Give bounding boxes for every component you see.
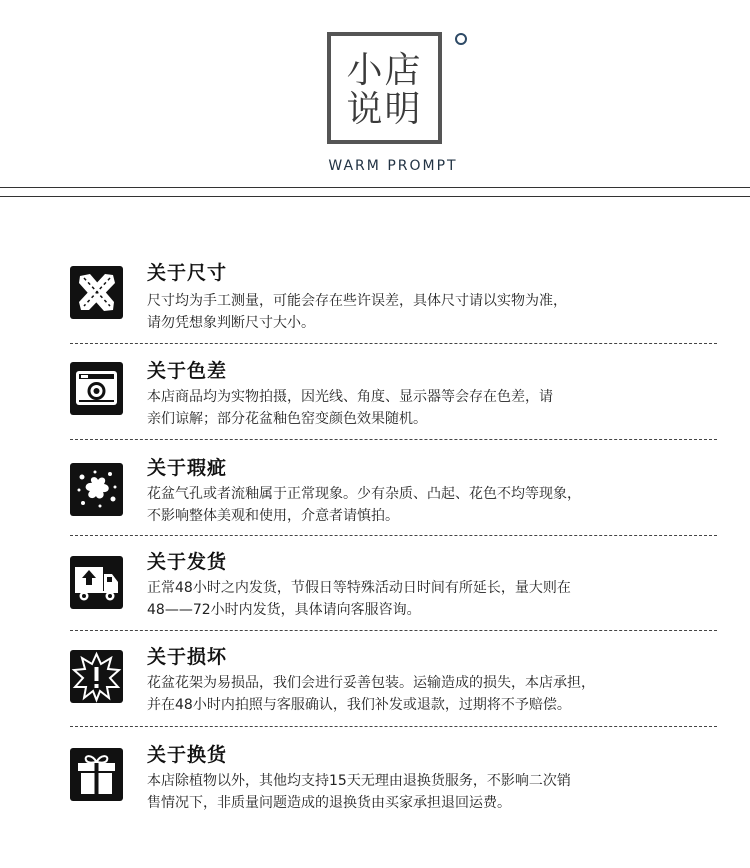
item-text-line: 花盆气孔或者流釉属于正常现象。少有杂质、凸起、花色不均等现象， (147, 486, 581, 502)
cross-icon (70, 266, 123, 319)
item-text-line: 花盆花架为易损品，我们会进行妥善包装。运输造成的损失，本店承担， (147, 675, 595, 691)
item-text-line: 不影响整体美观和使用，介意者请慎拍。 (147, 508, 399, 524)
item-text-line: 本店商品均为实物拍摄，因光线、角度、显示器等会存在色差，请 (147, 389, 553, 405)
divider-top (0, 187, 750, 188)
item-text-line: 并在48小时内拍照与客服确认，我们补发或退款，过期将不予赔偿。 (147, 697, 571, 713)
divider-bottom (0, 196, 750, 197)
circle-icon (455, 33, 467, 45)
dashed-divider (70, 726, 717, 727)
item-title: 关于换货 (147, 744, 228, 766)
item-text-line: 尺寸均为手工测量，可能会存在些许误差，具体尺寸请以实物为准， (147, 293, 567, 309)
logo-box (327, 32, 442, 144)
item-title: 关于损坏 (147, 646, 228, 668)
dashed-divider (70, 439, 717, 440)
logo-line-1: 小店 (346, 50, 423, 91)
logo-line-2: 说明 (346, 89, 423, 130)
item-text-line: 请勿凭想象判断尺寸大小。 (147, 315, 315, 331)
truck-icon (70, 556, 123, 609)
subtitle: WARM PROMPT (328, 158, 458, 174)
camera-icon (70, 362, 123, 415)
item-title: 关于色差 (147, 360, 228, 382)
item-title: 关于尺寸 (147, 262, 228, 284)
item-text-line: 48——72小时内发货，具体请向客服咨询。 (147, 602, 421, 618)
item-text-line: 本店除植物以外，其他均支持15天无理由退换货服务，不影响二次销 (147, 773, 571, 789)
item-text-line: 售情况下，非质量问题造成的退换货由买家承担退回运费。 (147, 795, 511, 811)
dashed-divider (70, 630, 717, 631)
gift-icon (70, 748, 123, 801)
item-text-line: 亲们谅解；部分花盆釉色窑变颜色效果随机。 (147, 411, 427, 427)
item-title: 关于发货 (147, 551, 228, 573)
dashed-divider (70, 343, 717, 344)
dashed-divider (70, 535, 717, 536)
item-title: 关于瑕疵 (147, 457, 228, 479)
splatter-icon (70, 463, 123, 516)
broken-warning-icon (70, 650, 123, 703)
item-text-line: 正常48小时之内发货，节假日等特殊活动日时间有所延长，量大则在 (147, 580, 571, 596)
